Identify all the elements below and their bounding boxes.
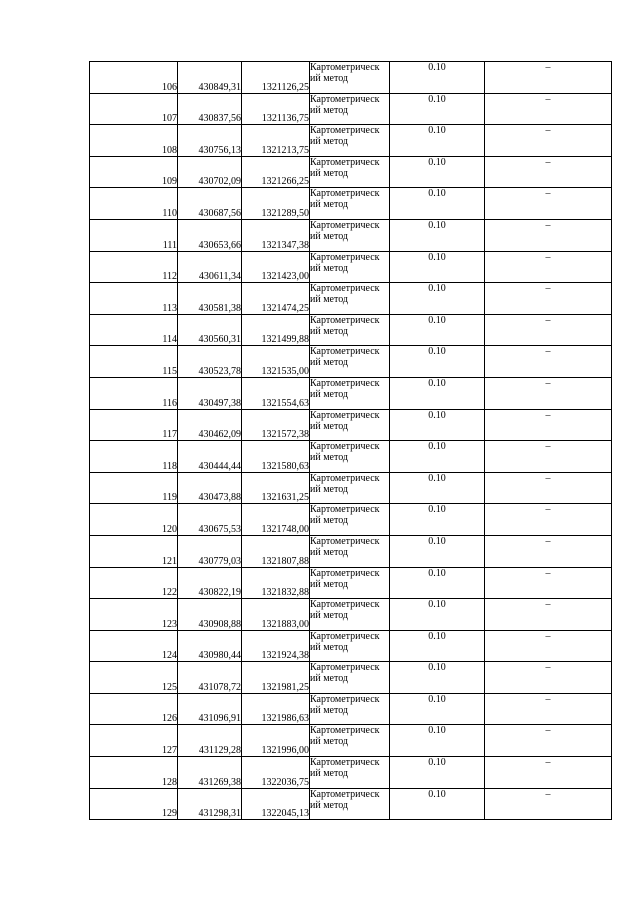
method-cell: [310, 314, 390, 346]
method-cell: [310, 409, 390, 441]
x-coordinate-cell: 431298,31: [178, 788, 242, 820]
y-coordinate-cell: 1321289,50: [242, 188, 310, 220]
note-cell: –: [485, 788, 612, 820]
accuracy-cell: 0.10: [390, 441, 485, 473]
note-cell: –: [485, 283, 612, 315]
accuracy-cell: 0.10: [390, 93, 485, 125]
note-cell: –: [485, 504, 612, 536]
x-coordinate-cell: 430473,88: [178, 472, 242, 504]
point-number-cell: 112: [90, 251, 178, 283]
table-row: [90, 188, 612, 220]
point-number-cell: 114: [90, 314, 178, 346]
method-text-line1: Картометрическ: [310, 314, 380, 326]
table-row: [90, 93, 612, 125]
x-coordinate-cell: 430779,03: [178, 535, 242, 567]
method-cell: [310, 346, 390, 378]
method-cell: [310, 757, 390, 789]
point-number-cell: 123: [90, 599, 178, 631]
note-cell: –: [485, 377, 612, 409]
note-cell: –: [485, 251, 612, 283]
x-coordinate-cell: 430849,31: [178, 62, 242, 94]
table-row: [90, 725, 612, 757]
point-number-cell: 117: [90, 409, 178, 441]
accuracy-cell: 0.10: [390, 125, 485, 157]
method-text-line2: ий метод: [310, 420, 349, 432]
method-text-line1: Картометрическ: [310, 156, 380, 168]
method-text-line2: ий метод: [310, 357, 349, 369]
method-cell: [310, 219, 390, 251]
y-coordinate-cell: 1321807,88: [242, 535, 310, 567]
x-coordinate-cell: 430687,56: [178, 188, 242, 220]
x-coordinate-cell: 430497,38: [178, 377, 242, 409]
x-coordinate-cell: 430611,34: [178, 251, 242, 283]
accuracy-cell: 0.10: [390, 693, 485, 725]
x-coordinate-cell: 430702,09: [178, 156, 242, 188]
note-cell: –: [485, 314, 612, 346]
method-text-line1: Картометрическ: [310, 409, 380, 421]
method-text-line2: ий метод: [310, 610, 349, 622]
y-coordinate-cell: 1322036,75: [242, 757, 310, 789]
note-cell: –: [485, 725, 612, 757]
method-text-line1: Картометрическ: [310, 567, 380, 579]
note-cell: –: [485, 409, 612, 441]
point-number-cell: 126: [90, 693, 178, 725]
point-number-cell: 128: [90, 757, 178, 789]
table-row: [90, 441, 612, 473]
method-text-line2: ий метод: [310, 452, 349, 464]
note-cell: –: [485, 662, 612, 694]
accuracy-cell: 0.10: [390, 662, 485, 694]
method-text-line2: ий метод: [310, 136, 349, 148]
table-row: [90, 219, 612, 251]
y-coordinate-cell: 1321213,75: [242, 125, 310, 157]
table-row: [90, 693, 612, 725]
x-coordinate-cell: 430523,78: [178, 346, 242, 378]
point-number-cell: 111: [90, 219, 178, 251]
table-row: [90, 599, 612, 631]
method-text-line2: ий метод: [310, 483, 349, 495]
y-coordinate-cell: 1321924,38: [242, 630, 310, 662]
method-cell: [310, 662, 390, 694]
accuracy-cell: 0.10: [390, 314, 485, 346]
accuracy-cell: 0.10: [390, 62, 485, 94]
accuracy-cell: 0.10: [390, 788, 485, 820]
y-coordinate-cell: 1321554,63: [242, 377, 310, 409]
y-coordinate-cell: 1321266,25: [242, 156, 310, 188]
point-number-cell: 116: [90, 377, 178, 409]
method-cell: [310, 725, 390, 757]
method-text-line2: ий метод: [310, 230, 349, 242]
point-number-cell: 129: [90, 788, 178, 820]
y-coordinate-cell: 1321748,00: [242, 504, 310, 536]
method-text-line2: ий метод: [310, 388, 349, 400]
method-text-line1: Картометрическ: [310, 504, 380, 516]
note-cell: –: [485, 188, 612, 220]
method-text-line2: ий метод: [310, 199, 349, 211]
point-number-cell: 115: [90, 346, 178, 378]
table-row: [90, 251, 612, 283]
point-number-cell: 124: [90, 630, 178, 662]
method-text-line1: Картометрическ: [310, 441, 380, 453]
table-row: [90, 377, 612, 409]
note-cell: –: [485, 219, 612, 251]
table-row: [90, 662, 612, 694]
method-cell: [310, 251, 390, 283]
y-coordinate-cell: 1321580,63: [242, 441, 310, 473]
method-cell: [310, 188, 390, 220]
method-cell: [310, 788, 390, 820]
method-cell: [310, 535, 390, 567]
x-coordinate-cell: 430444,44: [178, 441, 242, 473]
table-body: [90, 62, 612, 820]
note-cell: –: [485, 441, 612, 473]
x-coordinate-cell: 431269,38: [178, 757, 242, 789]
method-text-line2: ий метод: [310, 515, 349, 527]
x-coordinate-cell: 430581,38: [178, 283, 242, 315]
y-coordinate-cell: 1322045,13: [242, 788, 310, 820]
method-text-line2: ий метод: [310, 262, 349, 274]
x-coordinate-cell: 430822,19: [178, 567, 242, 599]
method-cell: [310, 156, 390, 188]
point-number-cell: 113: [90, 283, 178, 315]
table-row: [90, 472, 612, 504]
method-cell: [310, 599, 390, 631]
table-row: [90, 567, 612, 599]
method-text-line2: ий метод: [310, 104, 349, 116]
method-cell: [310, 441, 390, 473]
accuracy-cell: 0.10: [390, 346, 485, 378]
y-coordinate-cell: 1321572,38: [242, 409, 310, 441]
method-text-line2: ий метод: [310, 325, 349, 337]
point-number-cell: 121: [90, 535, 178, 567]
point-number-cell: 125: [90, 662, 178, 694]
table-row: [90, 630, 612, 662]
table-row: [90, 125, 612, 157]
y-coordinate-cell: 1321347,38: [242, 219, 310, 251]
method-cell: [310, 504, 390, 536]
method-text-line1: Картометрическ: [310, 346, 380, 358]
table-row: [90, 314, 612, 346]
x-coordinate-cell: 430560,31: [178, 314, 242, 346]
method-text-line1: Картометрическ: [310, 630, 380, 642]
x-coordinate-cell: 430462,09: [178, 409, 242, 441]
note-cell: –: [485, 93, 612, 125]
method-text-line1: Картометрическ: [310, 472, 380, 484]
method-cell: [310, 472, 390, 504]
method-text-line1: Картометрическ: [310, 788, 380, 800]
x-coordinate-cell: 430908,88: [178, 599, 242, 631]
note-cell: –: [485, 567, 612, 599]
accuracy-cell: 0.10: [390, 599, 485, 631]
table-row: [90, 535, 612, 567]
accuracy-cell: 0.10: [390, 188, 485, 220]
y-coordinate-cell: 1321136,75: [242, 93, 310, 125]
method-cell: [310, 62, 390, 94]
note-cell: –: [485, 156, 612, 188]
accuracy-cell: 0.10: [390, 251, 485, 283]
method-text-line1: Картометрическ: [310, 93, 380, 105]
method-cell: [310, 377, 390, 409]
point-number-cell: 118: [90, 441, 178, 473]
y-coordinate-cell: 1321986,63: [242, 693, 310, 725]
method-text-line2: ий метод: [310, 546, 349, 558]
y-coordinate-cell: 1321631,25: [242, 472, 310, 504]
method-text-line2: ий метод: [310, 641, 349, 653]
table-row: [90, 156, 612, 188]
note-cell: –: [485, 630, 612, 662]
accuracy-cell: 0.10: [390, 504, 485, 536]
x-coordinate-cell: 431096,91: [178, 693, 242, 725]
method-text-line2: ий метод: [310, 578, 349, 590]
point-number-cell: 108: [90, 125, 178, 157]
accuracy-cell: 0.10: [390, 283, 485, 315]
point-number-cell: 106: [90, 62, 178, 94]
y-coordinate-cell: 1321499,88: [242, 314, 310, 346]
x-coordinate-cell: 430980,44: [178, 630, 242, 662]
method-text-line1: Картометрическ: [310, 125, 380, 137]
method-cell: [310, 93, 390, 125]
method-text-line1: Картометрическ: [310, 62, 380, 73]
y-coordinate-cell: 1321981,25: [242, 662, 310, 694]
method-text-line1: Картометрическ: [310, 283, 380, 295]
x-coordinate-cell: 430675,53: [178, 504, 242, 536]
method-text-line2: ий метод: [310, 294, 349, 306]
method-text-line2: ий метод: [310, 167, 349, 179]
method-text-line1: Картометрическ: [310, 188, 380, 200]
y-coordinate-cell: 1321883,00: [242, 599, 310, 631]
method-text-line2: ий метод: [310, 73, 349, 84]
point-number-cell: 120: [90, 504, 178, 536]
method-text-line1: Картометрическ: [310, 693, 380, 705]
method-text-line1: Картометрическ: [310, 535, 380, 547]
accuracy-cell: 0.10: [390, 377, 485, 409]
method-cell: [310, 125, 390, 157]
table-row: [90, 346, 612, 378]
method-cell: [310, 630, 390, 662]
x-coordinate-cell: 430653,66: [178, 219, 242, 251]
method-text-line1: Картометрическ: [310, 219, 380, 231]
point-number-cell: 110: [90, 188, 178, 220]
x-coordinate-cell: 431129,28: [178, 725, 242, 757]
table-row: [90, 504, 612, 536]
method-text-line2: ий метод: [310, 673, 349, 685]
point-number-cell: 127: [90, 725, 178, 757]
table-row: [90, 62, 612, 94]
table-row: [90, 409, 612, 441]
method-text-line1: Картометрическ: [310, 757, 380, 769]
method-text-line2: ий метод: [310, 799, 349, 811]
note-cell: –: [485, 757, 612, 789]
accuracy-cell: 0.10: [390, 757, 485, 789]
coordinates-table: [89, 61, 612, 820]
method-text-line1: Картометрическ: [310, 251, 380, 263]
method-text-line1: Картометрическ: [310, 662, 380, 674]
table-row: [90, 283, 612, 315]
method-cell: [310, 693, 390, 725]
accuracy-cell: 0.10: [390, 409, 485, 441]
method-text-line2: ий метод: [310, 736, 349, 748]
note-cell: –: [485, 693, 612, 725]
y-coordinate-cell: 1321474,25: [242, 283, 310, 315]
accuracy-cell: 0.10: [390, 725, 485, 757]
accuracy-cell: 0.10: [390, 630, 485, 662]
method-cell: [310, 567, 390, 599]
point-number-cell: 119: [90, 472, 178, 504]
accuracy-cell: 0.10: [390, 567, 485, 599]
note-cell: –: [485, 599, 612, 631]
table-row: [90, 788, 612, 820]
note-cell: –: [485, 62, 612, 94]
method-text-line1: Картометрическ: [310, 725, 380, 737]
method-text-line2: ий метод: [310, 768, 349, 780]
x-coordinate-cell: 430756,13: [178, 125, 242, 157]
y-coordinate-cell: 1321535,00: [242, 346, 310, 378]
x-coordinate-cell: 431078,72: [178, 662, 242, 694]
point-number-cell: 122: [90, 567, 178, 599]
accuracy-cell: 0.10: [390, 535, 485, 567]
note-cell: –: [485, 472, 612, 504]
y-coordinate-cell: 1321996,00: [242, 725, 310, 757]
x-coordinate-cell: 430837,56: [178, 93, 242, 125]
accuracy-cell: 0.10: [390, 219, 485, 251]
method-text-line1: Картометрическ: [310, 599, 380, 611]
y-coordinate-cell: 1321126,25: [242, 62, 310, 94]
note-cell: –: [485, 125, 612, 157]
accuracy-cell: 0.10: [390, 156, 485, 188]
note-cell: –: [485, 346, 612, 378]
y-coordinate-cell: 1321423,00: [242, 251, 310, 283]
point-number-cell: 109: [90, 156, 178, 188]
method-cell: [310, 283, 390, 315]
point-number-cell: 107: [90, 93, 178, 125]
accuracy-cell: 0.10: [390, 472, 485, 504]
note-cell: –: [485, 535, 612, 567]
method-text-line1: Картометрическ: [310, 377, 380, 389]
y-coordinate-cell: 1321832,88: [242, 567, 310, 599]
method-text-line2: ий метод: [310, 704, 349, 716]
table-row: [90, 757, 612, 789]
